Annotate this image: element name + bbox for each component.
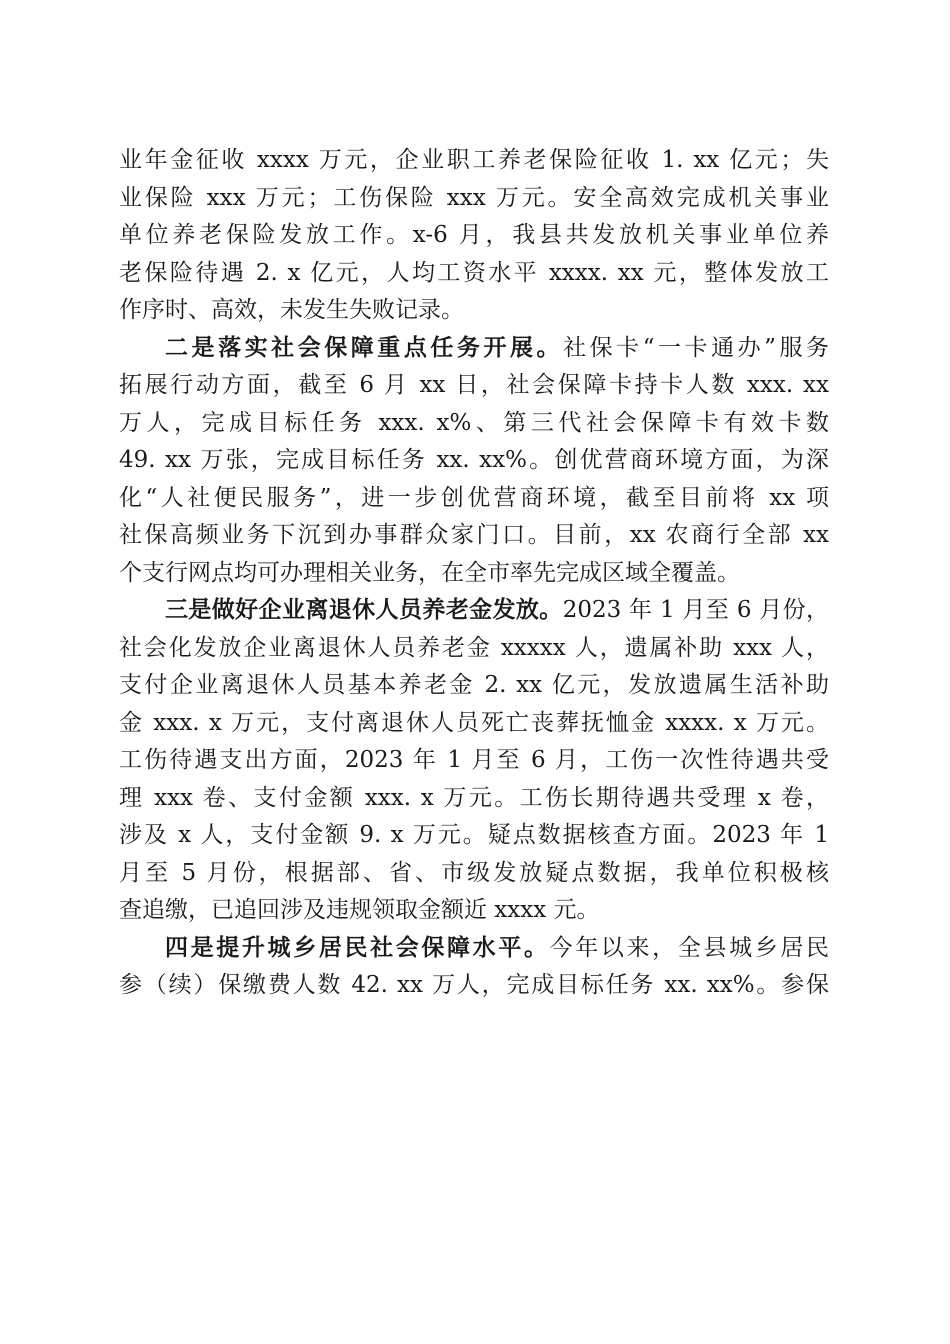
paragraph-1-line-5: 作序时、高效，未发生失败记录。: [119, 297, 464, 323]
paragraph-2-lead: 二是落实社会保障重点任务开展。: [165, 334, 564, 361]
paragraph-2-line-2: 拓展行动方面，截至 6 月 xx 日，社会保障卡持卡人数 xxx. xx: [119, 372, 829, 398]
paragraph-2-line-4: 49. xx 万张，完成目标任务 xx. xx%。创优营商环境方面，为深: [119, 447, 829, 473]
paragraph-3-line-5: 工伤待遇支出方面，2023 年 1 月至 6 月，工伤一次性待遇共受: [119, 747, 829, 773]
paragraph-2-line-5: 化“人社便民服务”，进一步创优营商环境，截至目前将 xx 项: [119, 484, 829, 511]
paragraph-3-line-7: 涉及 x 人，支付金额 9. x 万元。疑点数据核查方面。2023 年 1: [119, 822, 829, 848]
paragraph-4-line-2: 参（续）保缴费人数 42. xx 万人，完成目标任务 xx. xx%。参保: [119, 972, 829, 998]
paragraph-2-line-7: 个支行网点均可办理相关业务，在全市率先完成区域全覆盖。: [119, 559, 740, 586]
paragraph-4-line-1-text: 今年以来，全县城乡居民: [549, 934, 830, 961]
paragraph-1-line-2: 业保险 xxx 万元；工伤保险 xxx 万元。安全高效完成机关事业: [119, 184, 829, 211]
paragraph-3-line-8: 月至 5 月份，根据部、省、市级发放疑点数据，我单位积极核: [119, 859, 829, 886]
document-body: [119, 142, 829, 1005]
paragraph-1-line-1: 业年金征收 xxxx 万元，企业职工养老保险征收 1. xx 亿元；失: [119, 147, 829, 173]
paragraph-3-lead: 三是做好企业离退休人员养老金发放。: [165, 597, 563, 623]
paragraph-1-line-3: 单位养老保险发放工作。x-6 月，我县共发放机关事业单位养: [119, 222, 829, 248]
paragraph-2-line-1: [119, 330, 829, 368]
paragraph-3-line-9: 查追缴，已追回涉及违规领取金额近 xxxx 元。: [119, 897, 600, 923]
paragraph-3-line-2: 社会化发放企业离退休人员养老金 xxxxx 人，遗属补助 xxx 人，: [119, 634, 829, 661]
paragraph-2-line-6: 社保高频业务下沉到办事群众家门口。目前，xx 农商行全部 xx: [119, 522, 829, 548]
paragraph-2-line-1-text: 社保卡“一卡通办”服务: [563, 334, 829, 361]
paragraph-3-line-3: 支付企业离退休人员基本养老金 2. xx 亿元，发放遗属生活补助: [119, 672, 829, 698]
paragraph-3-line-1: [119, 592, 829, 630]
paragraph-4-lead: 四是提升城乡居民社会保障水平。: [165, 934, 550, 961]
paragraph-3-line-6: 理 xxx 卷、支付金额 xxx. x 万元。工伤长期待遇共受理 x 卷，: [119, 784, 829, 811]
paragraph-4-line-1: [119, 930, 829, 968]
paragraph-3-line-1-text: 2023 年 1 月至 6 月份，: [562, 597, 829, 623]
paragraph-2-line-3: 万人，完成目标任务 xxx. x%、第三代社会保障卡有效卡数: [119, 409, 829, 436]
paragraph-1-line-4: 老保险待遇 2. x 亿元，人均工资水平 xxxx. xx 元，整体发放工: [119, 259, 829, 286]
paragraph-3-line-4: 金 xxx. x 万元，支付离退休人员死亡丧葬抚恤金 xxxx. x 万元。: [119, 709, 829, 736]
